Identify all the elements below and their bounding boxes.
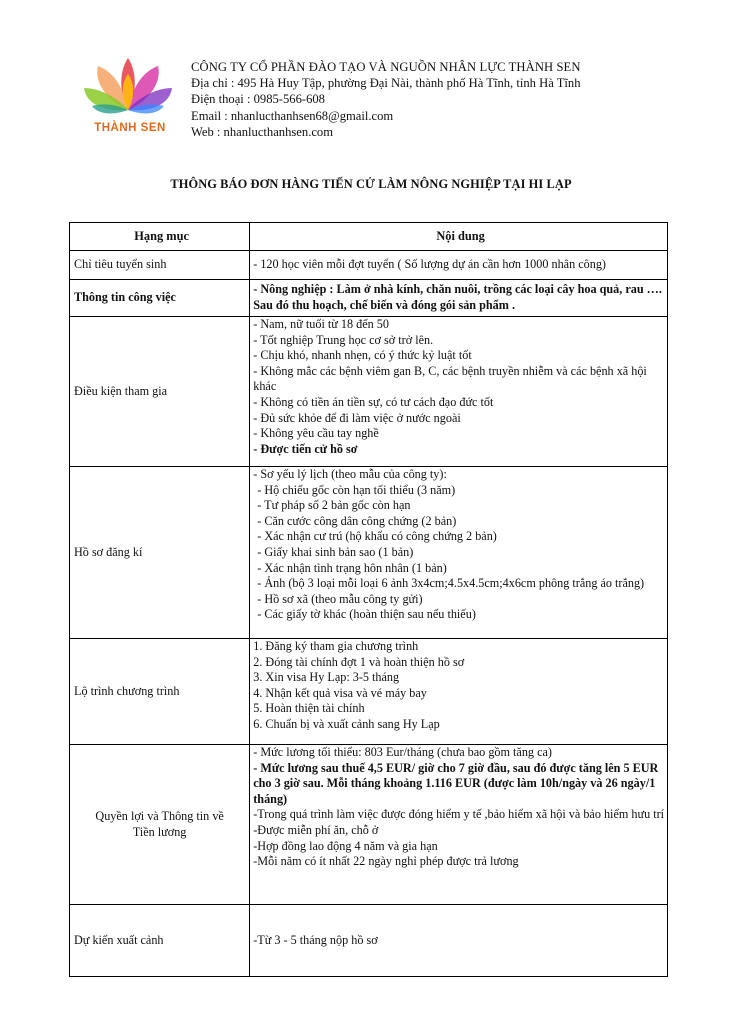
document-title: THÔNG BÁO ĐƠN HÀNG TIẾN CỬ LÀM NÔNG NGHIỆP TẠI HI LẠP (170, 177, 572, 191)
row-content (250, 745, 668, 905)
row-label: Quyền lợi và Thông tin về Tiền lương (70, 745, 250, 905)
content-line: cho 3 giờ sau. Mỗi tháng khoảng 1.116 EUR (được làm 10h/ngày và 26 ngày/1 (253, 776, 656, 791)
row-content (250, 905, 668, 977)
company-name: CÔNG TY CỔ PHẦN ĐÀO TẠO VÀ NGUỒN NHÂN LỰC THÀNH SEN (191, 60, 581, 74)
company-address: Địa chỉ : 495 Hà Huy Tập, phường Đại Nài, thành phố Hà Tĩnh, tỉnh Hà Tĩnh (191, 76, 581, 91)
table-row (70, 280, 668, 317)
content-line: -Mỗi năm có ít nhất 22 ngày nghỉ phép được trả lương (253, 854, 519, 869)
row-label: Lộ trình chương trình (70, 639, 250, 745)
content-line: - Nam, nữ tuổi từ 18 đến 50 (253, 317, 389, 331)
content-line: -Được miễn phí ăn, chỗ ở (253, 822, 379, 837)
content-line: - Không có tiền án tiền sự, có tư cách đạo đức tốt (253, 394, 494, 409)
content-line: - Nông nghiệp : Làm ở nhà kính, chăn nuôi, trồng các loại cây hoa quả, rau …. (253, 282, 662, 297)
content-line: Sau đó thu hoạch, chế biến và đóng gói sản phẩm . (253, 298, 516, 312)
content-line: - Căn cước công dân công chứng (2 bản) (257, 513, 457, 528)
table-row (70, 251, 668, 280)
company-info (191, 59, 581, 140)
content-line: - Đủ sức khỏe để đi làm việc ở nước ngoài (253, 410, 461, 425)
row-label: Chỉ tiêu tuyển sinh (70, 251, 250, 280)
row-content (250, 317, 668, 467)
content-line: - Giấy khai sinh bản sao (1 bản) (257, 544, 414, 559)
row-label: Điều kiện tham gia (70, 317, 250, 467)
lotus-icon (84, 56, 172, 122)
table-row (70, 905, 668, 977)
table-row (70, 639, 668, 745)
content-line: 3. Xin visa Hy Lạp: 3-5 tháng (253, 670, 400, 685)
row-content (250, 280, 668, 317)
table-row (70, 467, 668, 639)
table-row (70, 317, 668, 467)
content-line: - Tư pháp số 2 bản gốc còn hạn (257, 498, 411, 513)
company-email: Email : nhanlucthanhsen68@gmail.com (191, 108, 394, 123)
row-label: Hồ sơ đăng kí (70, 467, 250, 639)
content-line: -Từ 3 - 5 tháng nộp hồ sơ (253, 932, 378, 947)
row-content (250, 467, 668, 639)
table-row (70, 745, 668, 905)
row-content (250, 639, 668, 745)
content-line: - Không yêu cầu tay nghề (253, 426, 379, 441)
content-line: khác (253, 379, 277, 394)
content-line: - Mức lương sau thuế 4,5 EUR/ giờ cho 7 giờ đầu, sau đó được tăng lên 5 EUR (253, 760, 659, 775)
content-line: - Các giấy tờ khác (hoàn thiện sau nếu thiếu) (257, 607, 476, 622)
company-phone: Điện thoại : 0985-566-608 (191, 92, 325, 107)
logo-text: THÀNH SEN (94, 122, 166, 134)
content-line: 2. Đóng tài chính đợt 1 và hoàn thiện hồ sơ (253, 654, 465, 669)
content-line: - Hộ chiếu gốc còn hạn tối thiểu (3 năm) (257, 482, 456, 497)
content-line: - Sơ yếu lý lịch (theo mẫu của công ty): (253, 467, 447, 481)
content-line: 5. Hoàn thiện tài chính (253, 701, 365, 716)
content-line: - 120 học viên mỗi đợt tuyển ( Số lượng dự án cần hơn 1000 nhân công) (253, 257, 606, 272)
content-line: - Chịu khó, nhanh nhẹn, có ý thức kỷ luật tốt (253, 348, 472, 363)
header-content: Nội dung (250, 223, 668, 251)
content-line: 1. Đăng ký tham gia chương trình (253, 639, 419, 653)
job-info-table (69, 222, 668, 977)
content-line: - Xác nhận tình trạng hôn nhân (1 bản) (257, 560, 447, 575)
content-line: tháng) (253, 791, 288, 806)
content-line: 6. Chuẩn bị và xuất cảnh sang Hy Lạp (253, 716, 440, 731)
company-web: Web : nhanlucthanhsen.com (191, 124, 334, 139)
table-header-row (70, 223, 668, 251)
content-line: -Trong quá trình làm việc được đóng hiểm y tế ,bảo hiểm xã hội và bảo hiểm hưu trí (253, 807, 665, 822)
header-category: Hạng mục (70, 223, 250, 251)
content-line: - Hồ sơ xã (theo mẫu công ty gửi) (257, 591, 423, 606)
row-label: Dự kiến xuất cảnh (70, 905, 250, 977)
company-logo (78, 56, 178, 140)
content-line: - Được tiến cử hồ sơ (253, 441, 358, 456)
content-line: - Tốt nghiệp Trung học cơ sở trở lên. (253, 332, 434, 347)
row-label: Thông tin công việc (70, 280, 250, 317)
content-line: 4. Nhận kết quả visa và vé máy bay (253, 685, 427, 700)
content-line: - Ảnh (bộ 3 loại mỗi loại 6 ảnh 3x4cm;4.5x4.5cm;4x6cm phông trắng áo trắng) (257, 576, 645, 591)
row-content (250, 251, 668, 280)
content-line: -Hợp đồng lao động 4 năm và gia hạn (253, 838, 438, 853)
content-line: - Mức lương tối thiểu: 803 Eur/tháng (chưa bao gồm tăng ca) (253, 745, 552, 759)
content-line: - Không mắc các bệnh viêm gan B, C, các bệnh truyền nhiễm và các bệnh xã hội (253, 363, 647, 378)
content-line: - Xác nhận cư trú (hộ khẩu có công chứng 2 bản) (257, 529, 497, 544)
